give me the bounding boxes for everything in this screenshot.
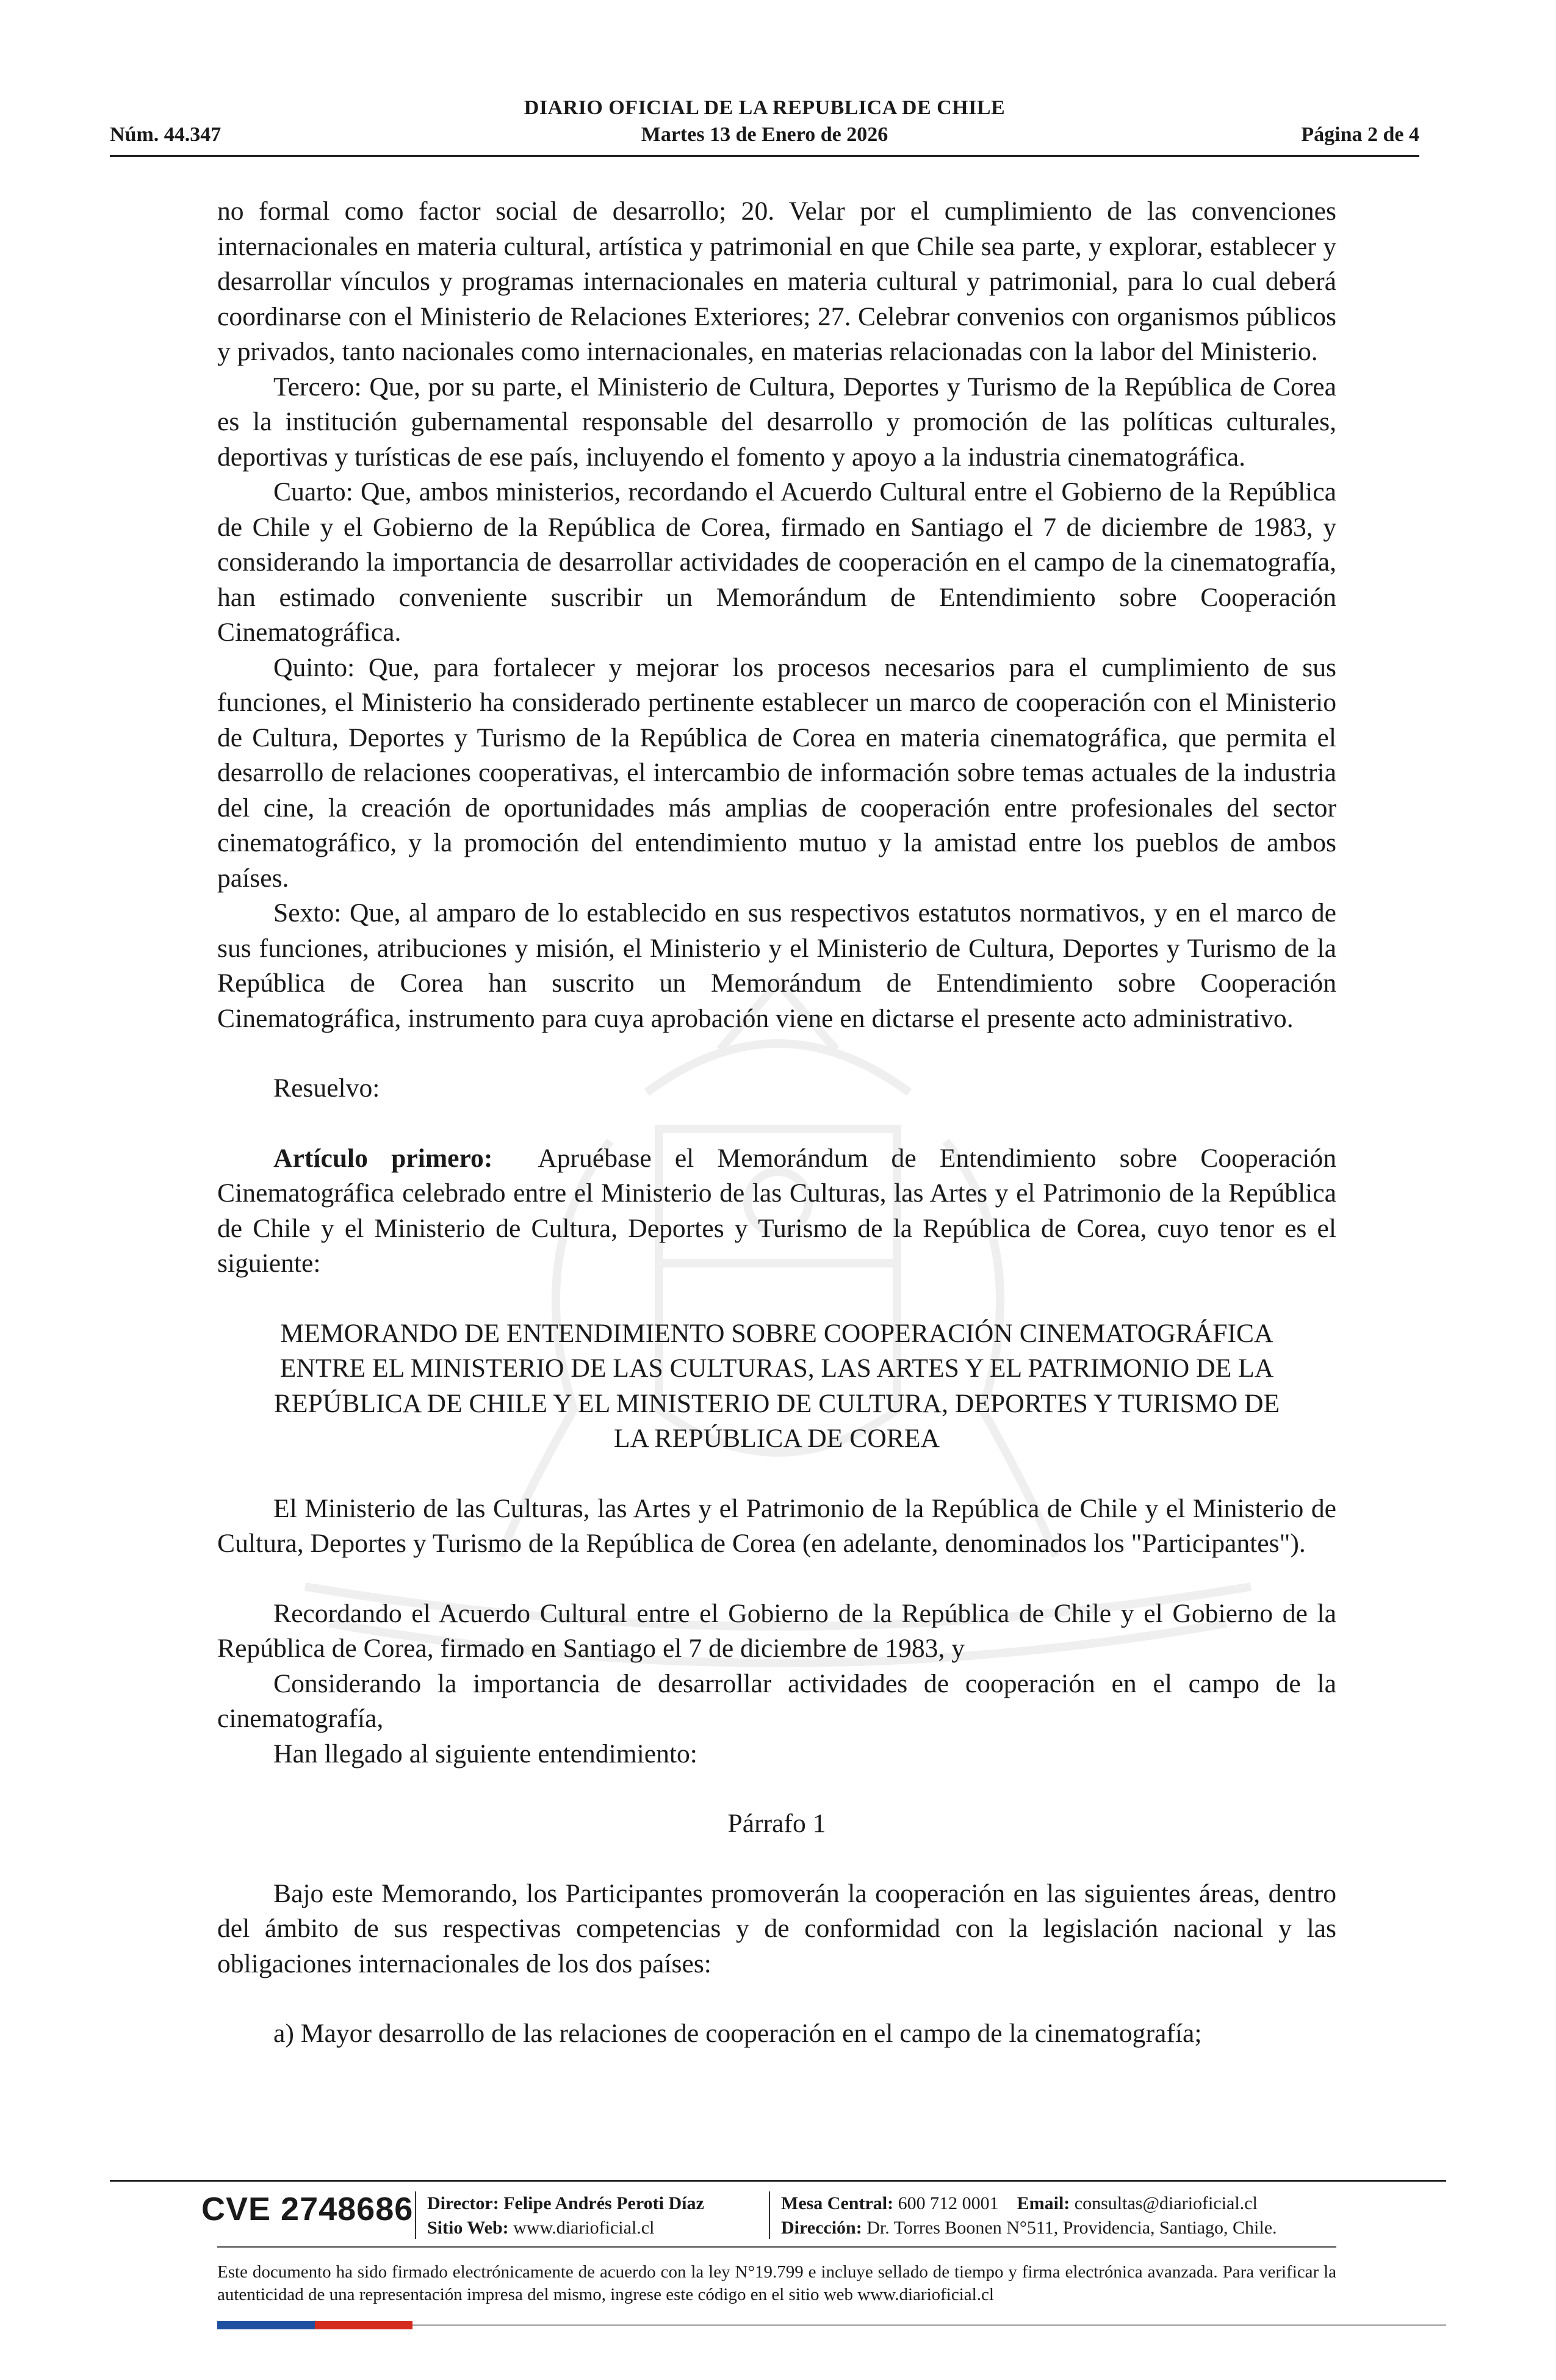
paragraph-quinto: Quinto: Que, para fortalecer y mejorar los procesos necesarios para el cumplimiento de sus funciones, el Ministerio ha considerado pertinente establecer un marco de cooperación con el Ministerio de Cultura, Deportes y Turismo de la República de Corea en materia cinematográfica, que permita el desarrollo de relaciones cooperativas, el intercambio de información sobre temas actuales de la industria del cine, la creación de oportunidades más amplias de cooperación entre profesionales del sector cinematográfico, y la promoción del entendimiento mutuo y la amistad entre los pueblos de ambos países. [217, 652, 1336, 893]
cve-code: CVE 2748686 [201, 2191, 414, 2227]
paragraph-bajo-este-memorando: Bajo este Memorando, los Participantes promoverán la cooperación en las siguientes áreas, dentro del ámbito de sus respectivas competencias y de conformidad con la legislación nacional y las obligaciones internacionales de los dos países: [217, 1878, 1336, 1978]
memo-title-line-1: MEMORANDO DE ENTENDIMIENTO SOBRE COOPERACIÓN CINEMATOGRÁFICA [280, 1318, 1273, 1348]
issue-number: Núm. 44.347 [110, 123, 222, 146]
page-footer [110, 2180, 1446, 2329]
address-value: Dr. Torres Boonen N°511, Providencia, Santiago, Chile. [866, 2218, 1277, 2238]
spacer [217, 1842, 1336, 1877]
email-link[interactable]: consultas@diarioficial.cl [1074, 2193, 1258, 2213]
memo-title-line-2: ENTRE EL MINISTERIO DE LAS CULTURAS, LAS ARTES Y EL PATRIMONIO DE LA [279, 1354, 1274, 1383]
legal-notice: Este documento ha sido firmado electrónicamente de acuerdo con la ley N°19.799 e incluye sellado de tiempo y firma electrónica avanzada. Para verificar la autenticidad de una representación impresa del mismo, ingrese este código en el sitio web www.diarioficial.cl [217, 2262, 1336, 2304]
web-label: Sitio Web: [427, 2218, 509, 2238]
footer-divider [769, 2191, 770, 2239]
memo-title-line-3: REPÚBLICA DE CHILE Y EL MINISTERIO DE CULTURA, DEPORTES Y TURISMO DE [273, 1388, 1280, 1418]
spacer [217, 1982, 1336, 2016]
footer-director-block [427, 2191, 704, 2240]
mesa-value: 600 712 0001 [898, 2193, 999, 2213]
flag-blue-stripe [217, 2321, 315, 2329]
chile-flag-stripe-icon [217, 2321, 412, 2329]
article-first-text: Apruébase el Memorándum de Entendimiento sobre Cooperación Cinematográfica celebrado entre el Ministerio de las Culturas, las Artes y el Patrimonio de la República de Chile y el Ministerio de Cultura, Deportes y Turismo de la República de Corea, cuyo tenor es el siguiente: [217, 1143, 1336, 1278]
director-label: Director: [427, 2193, 499, 2213]
paragraph-participants: El Ministerio de las Culturas, las Artes y el Patrimonio de la República de Chile y el Ministerio de Cultura, Deportes y Turismo de la República de Corea (en adelante, denominados los "Participantes"). [217, 1493, 1336, 1558]
spacer [217, 1772, 1336, 1806]
list-item-a: a) Mayor desarrollo de las relaciones de cooperación en el campo de la cinematografía; [273, 2019, 1202, 2048]
spacer [217, 1106, 1336, 1141]
address-label: Dirección: [781, 2218, 862, 2238]
paragraph-considerando: Considerando la importancia de desarrollar actividades de cooperación en el campo de la cinematografía, [217, 1668, 1336, 1733]
newspaper-title: DIARIO OFICIAL DE LA REPUBLICA DE CHILE [524, 96, 1006, 119]
memo-title-line-4: LA REPÚBLICA DE COREA [613, 1424, 940, 1453]
parrafo-heading: Párrafo 1 [727, 1809, 826, 1838]
email-label: Email: [1017, 2193, 1070, 2213]
paragraph-recordando: Recordando el Acuerdo Cultural entre el Gobierno de la República de Chile y el Gobierno de la República de Corea, firmado en Santiago el 7 de diciembre de 1983, y [217, 1598, 1336, 1663]
document-body [217, 194, 1336, 2052]
spacer [217, 1036, 1336, 1071]
paragraph-tercero: Tercero: Que, por su parte, el Ministerio de Cultura, Deportes y Turismo de la República de Corea es la institución gubernamental responsable del desarrollo y promoción de las políticas culturales, deportivas y turísticas de ese país, incluyendo el fomento y apoyo a la industria cinematográfica. [217, 372, 1336, 472]
page-number: Página 2 de 4 [1301, 123, 1419, 146]
spacer [217, 1562, 1336, 1596]
footer-mid-rule [217, 2246, 1336, 2248]
footer-info-row [110, 2182, 1446, 2246]
mesa-label: Mesa Central: [781, 2193, 894, 2213]
page-header [110, 96, 1419, 157]
article-first-label: Artículo primero: [273, 1143, 493, 1173]
footer-contact-block [781, 2191, 1277, 2240]
resuelvo-heading: Resuelvo: [273, 1073, 380, 1103]
spacer [217, 1457, 1336, 1491]
director-name: Felipe Andrés Peroti Díaz [503, 2193, 704, 2213]
footer-divider [415, 2191, 416, 2239]
footer-bottom-rule [412, 2324, 1446, 2326]
paragraph-han-llegado: Han llegado al siguiente entendimiento: [273, 1739, 697, 1769]
issue-date: Martes 13 de Enero de 2026 [641, 123, 888, 146]
web-link[interactable]: www.diarioficial.cl [513, 2218, 655, 2238]
flag-red-stripe [315, 2321, 412, 2329]
paragraph-cuarto: Cuarto: Que, ambos ministerios, recordando el Acuerdo Cultural entre el Gobierno de la República de Chile y el Gobierno de la República de Corea, firmado en Santiago el 7 de diciembre de 1983, y considerando la importancia de desarrollar actividades de cooperación en el campo de la cinematografía, han estimado conveniente suscribir un Memorándum de Entendimiento sobre Cooperación Cinematográfica. [217, 477, 1336, 647]
article-first [217, 1141, 1336, 1282]
paragraph-sexto: Sexto: Que, al amparo de lo establecido en sus respectivos estatutos normativos, y en el marco de sus funciones, atribuciones y misión, el Ministerio y el Ministerio de Cultura, Deportes y Turismo de la República de Corea han suscrito un Memorándum de Entendimiento sobre Cooperación Cinematográfica, instrumento para cuya aprobación viene en dictarse el presente acto administrativo. [217, 898, 1336, 1033]
spacer [217, 1282, 1336, 1316]
paragraph-continuation: no formal como factor social de desarrollo; 20. Velar por el cumplimiento de las convenciones internacionales en materia cultural, artística y patrimonial en que Chile sea parte, y explorar, establecer y desarrollar vínculos y programas internacionales en materia cultural y patrimonial, para lo cual deberá coordinarse con el Ministerio de Relaciones Exteriores; 27. Celebrar convenios con organismos públicos y privados, tanto nacionales como internacionales, en materias relacionadas con la labor del Ministerio. [217, 197, 1336, 366]
